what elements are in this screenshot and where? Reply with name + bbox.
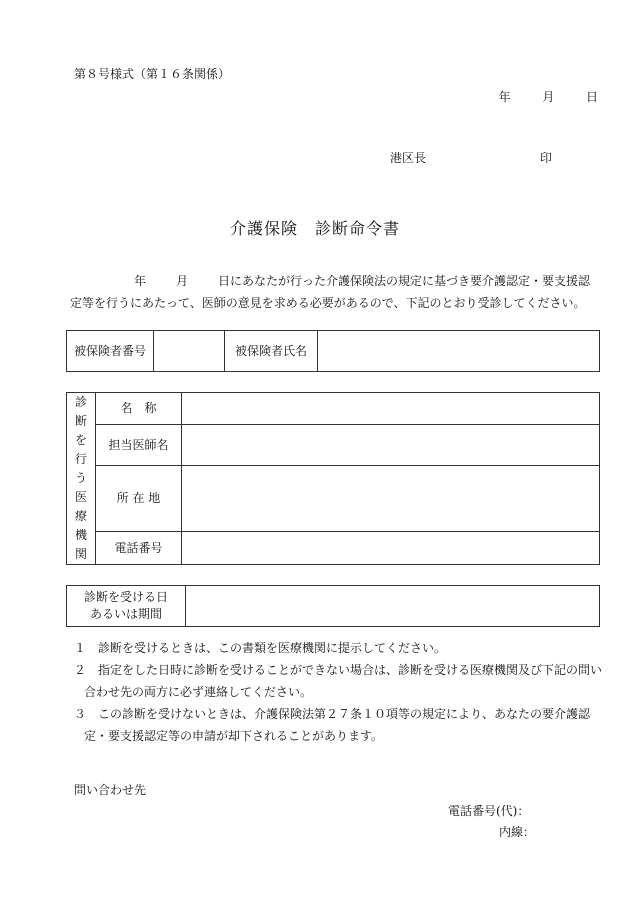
note-item-1: １ 診断を受けるときは、この書類を医療機関に提示してください。	[74, 641, 447, 655]
issuer-name: 港区長	[390, 151, 427, 165]
insured-number-label: 被保険者番号	[67, 331, 154, 372]
diagnosis-date-label-line-2: あるいは期間	[89, 607, 162, 621]
vertical-char: 断	[74, 414, 87, 428]
vertical-char: 関	[74, 547, 87, 561]
contact-title: 問い合わせ先	[74, 783, 147, 797]
note-item-3: ３ この診断を受けないときは、介護保険法第２７条１０項等の規定により、あなたの要介護認	[74, 707, 591, 721]
clinic-phone-field[interactable]	[182, 531, 600, 564]
diagnosis-date-label-line-1: 診断を受ける日	[83, 590, 168, 604]
intro-line-2: 定等を行うにあたって、医師の意見を求める必要があるので、下記のとおり受診してください。	[70, 296, 586, 310]
form-number: 第８号様式（第１６条関係）	[74, 67, 231, 81]
notes-list	[74, 637, 604, 747]
seal-mark: 印	[540, 151, 553, 165]
intro-month-label: 月	[176, 274, 189, 288]
insured-name-field[interactable]	[318, 331, 600, 372]
intro-year-label: 年	[134, 274, 147, 288]
clinic-name-field[interactable]	[182, 393, 600, 425]
intro-paragraph	[70, 270, 605, 314]
vertical-char: を	[74, 433, 87, 447]
clinic-name-label: 名 称	[96, 393, 182, 425]
note-item-3-continuation: 定・要支援認定等の申請が却下されることがあります。	[84, 729, 384, 743]
date-year-label: 年	[498, 90, 511, 104]
clinic-phone-label: 電話番号	[96, 531, 182, 564]
insured-person-table	[66, 330, 600, 372]
date-month-label: 月	[542, 90, 555, 104]
diagnosis-date-label	[67, 586, 186, 627]
vertical-char: 行	[74, 452, 87, 466]
medical-institution-vertical-label	[67, 393, 96, 565]
diagnosis-date-field[interactable]	[186, 586, 600, 627]
vertical-char: 診	[74, 395, 87, 409]
vertical-char: 機	[74, 528, 87, 542]
intro-line-1-text: 日にあなたが行った介護保険法の規定に基づき要介護認定・要支援認	[218, 274, 591, 288]
insured-name-label: 被保険者氏名	[225, 331, 318, 372]
vertical-char: 医	[74, 490, 87, 504]
issue-date	[499, 90, 598, 104]
vertical-char: 療	[74, 509, 87, 523]
medical-institution-table	[66, 392, 600, 565]
address-label: 所 在 地	[96, 465, 182, 531]
contact-phone-label: 電話番号(代)：	[448, 804, 530, 818]
vertical-char: う	[74, 471, 87, 485]
document-title: 介護保険 診断命令書	[229, 219, 400, 238]
intro-line-1	[70, 270, 605, 292]
note-item-2-continuation: 合わせ先の両方に必ず連絡してください。	[84, 685, 313, 699]
diagnosis-date-table	[66, 585, 600, 627]
issuer-block	[390, 151, 553, 165]
date-day-label: 日	[585, 90, 598, 104]
note-item-2: ２ 指定をした日時に診断を受けることができない場合は、診断を受ける医療機関及び下記の問い	[74, 663, 603, 677]
doctor-name-field[interactable]	[182, 425, 600, 466]
doctor-name-label: 担当医師名	[96, 425, 182, 466]
address-field[interactable]	[182, 465, 600, 531]
contact-extension-label: 内線：	[499, 825, 536, 839]
insured-number-field[interactable]	[154, 331, 225, 372]
